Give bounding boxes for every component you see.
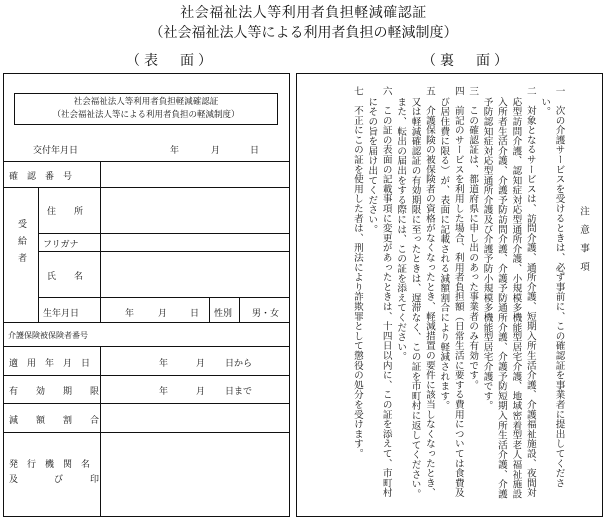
back-side-label: （裏 面） [422,53,512,69]
issuer-label-line2: 及 び 印 [9,475,100,485]
card-header-title: 社会福祉法人等利用者負担軽減確認証 [73,97,219,107]
insured-number-label: 介護保険被保険者番号 [8,331,88,340]
card-header-box [14,93,278,125]
notice-item: 二 対象となるサービスは、訪問介護、通所介護、短期入所生活介護、介護福祉施設、夜間対応型訪問介護、認知症対応型通所介護、小規模多機能型居宅介護、地域密着型老人福祉施設入所者生活介護、介護予防訪問介護、介護予防通所介護、介護予防短期入所生活介護、介護予防認知症対応型通所介護及び介護予防小規模多機能型居宅介護です。 [481,86,536,499]
issue-day-unit: 日 [250,146,260,156]
furigana-label: フリガナ [43,240,79,250]
issue-date-label: 交付年月日 [33,146,79,156]
back-card [296,73,603,517]
notice-item: 一 次の介護サービスを受けるときは、必ず事前に、この確認証を事業者に提出してください。 [539,86,565,488]
notice-item: 四 前記のサービスを利用した場合、利用者負担額（日常生活に要する費用については食費及び居住費に限る）が、表面に記載される減額割合により軽減されます。 [438,86,464,498]
birth-day-unit: 日 [190,309,200,319]
issue-month-unit: 月 [211,146,221,156]
reduction-rate-label: 減 額 割 合 [9,416,100,426]
notice-item: 七 不正にこの証を使用した者は、刑法により詐欺罪として懲役の処分を受けます。 [351,86,363,459]
gender-options: 男・女 [252,309,280,319]
apply-from-suffix: 日から [225,359,253,369]
apply-date-label: 適 用 年 月 日 [9,359,91,369]
card-header-subtitle: （社会福祉法人等による利用者負担の軽減制度） [52,110,240,120]
issuer-label-line1: 発 行 機 関 名 [9,460,91,470]
page-subtitle: （社会福祉法人等による利用者負担の軽減制度） [149,25,458,41]
page-title: 社会福祉法人等利用者負担軽減確認証 [180,5,427,21]
front-side-label: （表 面） [126,53,216,69]
certificate-form-table [3,161,290,517]
name-label: 氏 名 [47,272,84,282]
notice-item: 六 この証の表面の記載事項に変更があったときは、十四日以内に、この証を添えて、市町村にその旨を届け出てください。 [366,86,392,498]
valid-until-suffix: 日まで [225,387,253,397]
apply-year-unit: 年 [159,359,169,369]
birthdate-label: 生年月日 [43,309,80,319]
notice-item: 五 介護保険の被保険者の資格がなくなったとき、軽減措置の要件に該当しなくなったとき、又は軽減確認証の有効期限に至ったときは、遅滞なく、この証を市町村に返してください。また、転出の届出をする際には、この証を添えてください。 [395,86,435,499]
notice-title: 注意事項 [578,206,589,281]
valid-year-unit: 年 [159,387,169,397]
apply-month-unit: 月 [196,359,206,369]
notice-item: 三 この確認証は、都道府県に申し出のあった事業者のみ有効です。 [467,86,479,390]
birth-month-unit: 月 [158,309,168,319]
issue-year-unit: 年 [170,146,180,156]
valid-period-label: 有 効 期 限 [9,387,100,397]
recipient-label: 受給者 [16,219,26,270]
address-label: 住 所 [47,207,84,217]
notice-body [311,86,590,506]
valid-month-unit: 月 [196,387,206,397]
cert-number-label: 確 認 番 号 [9,172,73,182]
gender-label: 性別 [214,309,233,319]
birth-year-unit: 年 [125,309,135,319]
